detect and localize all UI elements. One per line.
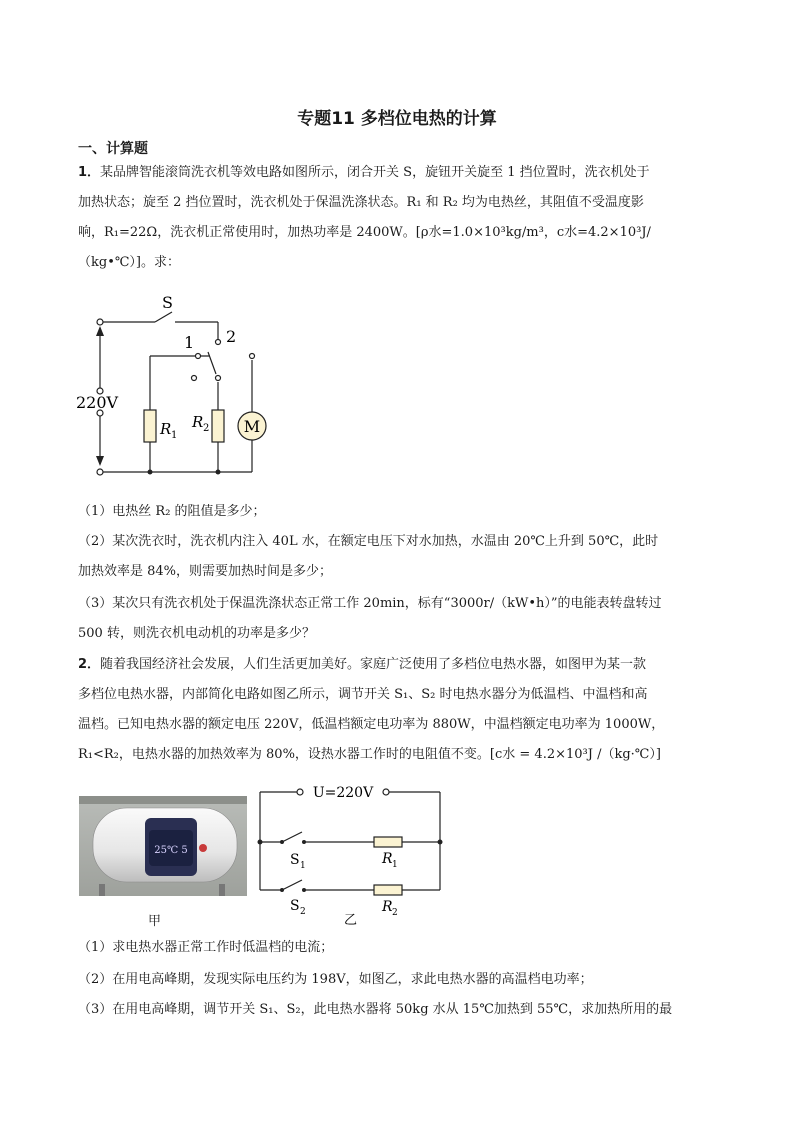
q2-intro-line: R₁<R₂，电热水器的加热效率为 80%，设热水器工作时的电阻值不变。[c水 = 4.2×10³J /（kg·℃）]: [78, 747, 661, 762]
r1-subscript: 1: [392, 860, 398, 870]
motor-label: M: [243, 417, 261, 436]
resistor-r2: [212, 410, 224, 442]
q1-intro-line: （kg•℃）]。求：: [78, 255, 180, 270]
q1-intro-line: 某品牌智能滚筒洗衣机等效电路如图所示，闭合开关 S，旋钮开关旋至 1 挡位置时，洗衣机处于: [100, 165, 650, 180]
q1-sub-question-1: （1）电热丝 R₂ 的阻值是多少；: [78, 504, 266, 519]
q1-sub-question-2-cont: 加热效率是 84%，则需要加热时间是多少；: [78, 564, 333, 579]
switch-s2-subscript: 2: [300, 907, 306, 917]
circuit-caption: 乙: [344, 913, 358, 928]
q2-sub-question-3: （3）在用电高峰期，调节开关 S₁、S₂，此电热水器将 50kg 水从 15℃加热到 55℃，求加热所用的最: [78, 1002, 673, 1017]
resistor-r1: [374, 837, 402, 847]
q1-circuit-diagram: [70, 290, 290, 485]
r2-label: R: [382, 899, 393, 915]
r1-subscript: 1: [171, 430, 178, 441]
switch-s1-subscript: 1: [300, 861, 306, 871]
r2-subscript: 2: [203, 423, 210, 434]
section-heading: 一、计算题: [78, 141, 148, 157]
question-2-intro: [78, 650, 718, 770]
photo-caption: 甲: [148, 914, 162, 929]
q2-intro-line: 多档位电热水器，内部简化电路如图乙所示，调节开关 S₁、S₂ 时电热水器分为低温档、中温档和高: [78, 687, 648, 702]
switch-s-label: S: [162, 293, 173, 312]
water-heater-photo: [79, 796, 247, 896]
q2-sub-question-2: （2）在用电高峰期，发现实际电压约为 198V，如图乙，求此电热水器的高温档电功率；: [78, 972, 593, 987]
q1-intro-line: 响，R₁=22Ω，洗衣机正常使用时，加热功率是 2400W。[ρ水=1.0×10³kg/m³，c水=4.2×10³J/: [78, 225, 651, 240]
question-1-intro: [78, 158, 718, 278]
q1-intro-line: 加热状态；旋至 2 挡位置时，洗衣机处于保温洗涤状态。R₁ 和 R₂ 均为电热丝，其阻值不受温度影: [78, 195, 644, 210]
switch-s2-label: S: [290, 898, 300, 914]
voltage-label: 220V: [76, 393, 119, 412]
q1-sub-question-2: （2）某次洗衣时，洗衣机内注入 40L 水，在额定电压下对水加热，水温由 20℃上升到 50℃，此时: [78, 534, 659, 549]
q2-intro-line: 随着我国经济社会发展，人们生活更加美好。家庭广泛使用了多档位电热水器，如图甲为某一款: [100, 657, 647, 672]
resistor-r1: [144, 410, 156, 442]
heater-display-text: 25℃ 5: [154, 845, 188, 856]
r2-subscript: 2: [392, 908, 398, 918]
question-1-number: 1．: [78, 165, 101, 180]
q1-sub-question-3-cont: 500 转，则洗衣机电动机的功率是多少？: [78, 626, 315, 641]
switch-s1-label: S: [290, 852, 300, 868]
r1-label: R: [382, 851, 393, 867]
voltage-label: U=220V: [312, 785, 374, 801]
q2-intro-line: 温档。已知电热水器的额定电压 220V，低温档额定电功率为 880W，中温档额定电功率为 1000W，: [78, 717, 665, 732]
switch-position-2: 2: [226, 327, 237, 346]
q1-sub-question-3: （3）某次只有洗衣机处于保温洗涤状态正常工作 20min，标有“3000r/（kW•h）”的电能表转盘转过: [78, 596, 662, 611]
page-title: 专题11 多档位电热的计算: [297, 109, 497, 129]
q2-circuit-diagram: [252, 780, 452, 930]
switch-position-1: 1: [184, 333, 195, 352]
q2-sub-question-1: （1）求电热水器正常工作时低温档的电流；: [78, 940, 334, 955]
question-2-number: 2．: [78, 657, 101, 672]
r1-label: R: [160, 420, 172, 438]
resistor-r2: [374, 885, 402, 895]
r2-label: R: [192, 413, 204, 431]
